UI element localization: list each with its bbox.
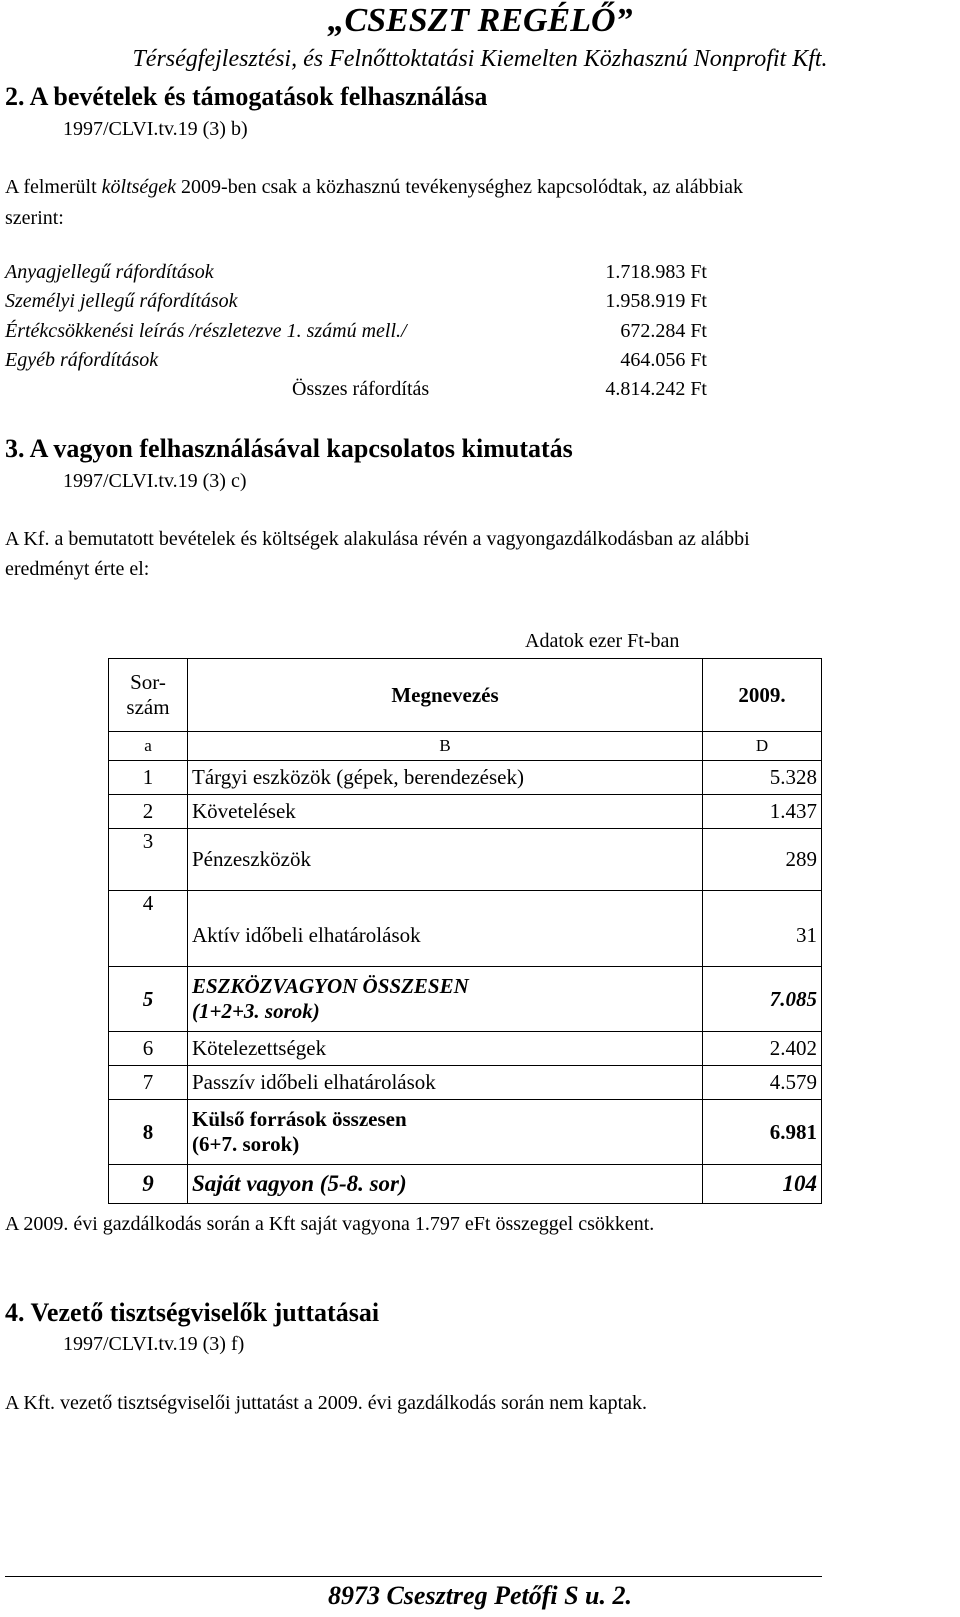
header-sorszam-line2: szám [126,695,170,719]
row-number: 9 [109,1165,188,1204]
row-number: 4 [109,891,188,967]
asset-table [108,658,822,1204]
section-3-ref: 1997/CLVI.tv.19 (3) c) [63,470,247,492]
cost-label-3: Értékcsökkenési leírás /részletezve 1. számú mell./ [5,320,407,342]
table-row [109,829,822,891]
section-2-intro [5,176,743,199]
table-row [109,761,822,795]
table-row [109,1066,822,1100]
letter-d: D [703,732,822,761]
header-sorszam [109,659,188,732]
row-name [188,967,703,1032]
row-value: 7.085 [703,967,822,1032]
row-name: Passzív időbeli elhatárolások [188,1066,703,1100]
row-name-line2: (1+2+3. sorok) [192,999,320,1023]
table-row [109,795,822,829]
row-number: 8 [109,1100,188,1165]
section-4-ref: 1997/CLVI.tv.19 (3) f) [63,1333,245,1355]
row-number: 5 [109,967,188,1032]
section-3-heading: 3. A vagyon felhasználásával kapcsolatos kimutatás [5,434,573,463]
row-value: 31 [703,891,822,967]
row-value: 5.328 [703,761,822,795]
row-name-line1: ESZKÖZVAGYON ÖSSZESEN [192,974,469,998]
row-number: 2 [109,795,188,829]
row-number: 3 [109,829,188,891]
letter-a: a [109,732,188,761]
section-3-intro: A Kf. a bemutatott bevételek és költségek alakulása révén a vagyongazdálkodásban az alábbi [5,528,750,550]
row-value: 1.437 [703,795,822,829]
row-name: Aktív időbeli elhatárolások [188,891,703,967]
table-row [109,1165,822,1204]
section-4-heading: 4. Vezető tisztségviselők juttatásai [5,1298,380,1327]
row-value: 104 [703,1165,822,1204]
cost-label-2: Személyi jellegű ráfordítások [5,290,238,312]
cost-value-3: 672.284 Ft [620,320,707,342]
cost-value-2: 1.958.919 Ft [605,290,707,312]
row-name: Saját vagyon (5-8. sor) [188,1165,703,1204]
row-value: 2.402 [703,1032,822,1066]
intro-text-cont: 2009-ben csak a közhasznú tevékenységhez kapcsolódtak, az alábbiak [176,176,744,198]
row-name-line1: Külső források összesen [192,1107,407,1131]
section-2-intro-line2: szerint: [5,207,64,229]
header-sorszam-line1: Sor- [130,670,166,694]
cost-label-1: Anyagjellegű ráfordítások [5,261,214,283]
cost-total-value: 4.814.242 Ft [605,378,707,400]
section-2-ref: 1997/CLVI.tv.19 (3) b) [63,118,248,140]
header-name: Megnevezés [188,659,703,732]
row-value: 6.981 [703,1100,822,1165]
unit-note: Adatok ezer Ft-ban [525,630,680,652]
intro-italic-word: költségek [101,176,177,198]
footer-address: 8973 Csesztreg Petőfi S u. 2. [327,1581,633,1610]
intro-text: A felmerült [5,176,102,198]
table-row [109,1032,822,1066]
row-number: 1 [109,761,188,795]
row-number: 6 [109,1032,188,1066]
section-4-text: A Kft. vezető tisztségviselői juttatást a 2009. évi gazdálkodás során nem kaptak. [5,1392,648,1414]
cost-value-4: 464.056 Ft [620,349,707,371]
row-name: Kötelezettségek [188,1032,703,1066]
header-year: 2009. [703,659,822,732]
table-row [109,967,822,1032]
row-name: Tárgyi eszközök (gépek, berendezések) [188,761,703,795]
row-name: Követelések [188,795,703,829]
cost-total-label: Összes ráfordítás [292,378,430,400]
company-subtitle: Térségfejlesztési, és Felnőttoktatási Kiemelten Közhasznú Nonprofit Kft. [132,46,828,72]
cost-label-4: Egyéb ráfordítások [5,349,159,371]
row-name [188,1100,703,1165]
row-value: 289 [703,829,822,891]
row-name-line2: (6+7. sorok) [192,1132,300,1156]
table-row [109,1100,822,1165]
row-number: 7 [109,1066,188,1100]
cost-value-1: 1.718.983 Ft [605,261,707,283]
row-value: 4.579 [703,1066,822,1100]
section-2-heading: 2. A bevételek és támogatások felhasználása [5,82,488,111]
footer-divider [5,1576,822,1577]
table-row [109,891,822,967]
company-name: „CSESZT REGÉLŐ” [327,2,633,39]
section-3-summary: A 2009. évi gazdálkodás során a Kft saját vagyona 1.797 eFt összeggel csökkent. [5,1213,655,1235]
section-3-intro-line2: eredményt érte el: [5,558,150,580]
letter-b: B [188,732,703,761]
row-name: Pénzeszközök [188,829,703,891]
